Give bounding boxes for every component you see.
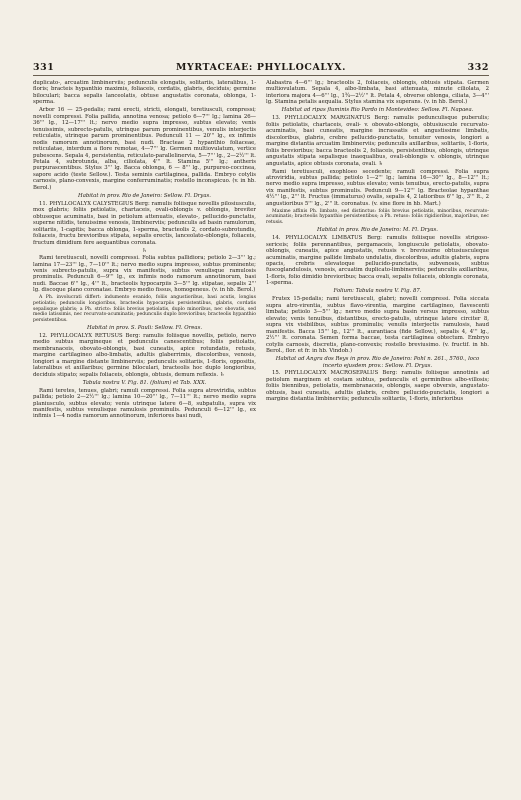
col2-paragraph: Maxime affinis Ph. limbato, sed distinctus: foliis brevius petiolatis, minoribus, recurvato-acuminatis; bracteolis hypanthio persistentibus; a Ph. retuso: foliis rigidioribus, majoribus, nec retusis. <box>266 208 489 226</box>
text-columns <box>33 80 489 760</box>
col2-paragraph: Alabastra 4—6''' lg.; bracteolis 2, foliaceis, oblongis, obtusis stipata. Germen multiovulatum. Sepala 4, albo-limbata, basi attenuata, minute ciliolata, 2 interiora majora 4—6''' lg., 1¾—2½''' lt. Petala 4, obverse oblonga, ciliata, 3—4''' lg. Stamina petalis aequalia. Stylus stamina vix superans. (v. in hb. Berol.) <box>266 80 489 106</box>
col1-paragraph: Rami teretes, tenues, glabri; ramuli compressi. Folia supra atroviridia, subtus pallida; petiolo 2—2½''' lg.; lamina 10—20''' lg., 7—11''' lt.; nervo medio supra planiusculo, subtus elevato; venis utrinque latere 6—8, subpatulis, supra vix manifestis, subtus venulisque ramulosis prominulis. Pedunculi 6—12''' lg., ex infimis 1—4 nodis ramorum annotinorum, inferiores basi nudi, <box>33 387 256 420</box>
col1-paragraph: Tabula nostra V. Fig. 81. (folium) et Tab. XXX. <box>82 379 207 386</box>
col1-paragraph: 12. PHYLLOCALYX RETUSUS Berg: ramulis foliisque novellis, petiolo, nervo medio subtus margineque et pedunculis canescentibus; foliis petiolatis, membranaceis, obovato-oblongis, basi cuneatis, apice rotundatis, retusis, margine cartilagineo albo-limbatis, adultis glaberrimis, discoloribus, venosis, longiori a margine distante limbinerviis; pedunculis solitariis, 1-floris, oppositis, lateralibus et axillaribus; germine biloculari, bracteolis hoc duplo longioribus, deciduis stipato; sepalis foliaceis, oblongis, obtusis, demum reflexis. ♄ <box>33 332 256 378</box>
col2-paragraph: 13. PHYLLOCALYX MARGINATUS Berg: ramulis pedunculisque puberulis; foliis petiolatis, chartaceis, ovali- v. obovato-oblongis, obtusiuscule recurvato-acuminatis, basi cuneatis, margine incrassatis et angustissime limbatis, discoloribus, glabris, crebre pellucido-punctatis, tenuiter venosis, longiori a margine distantia arcuatim limbinerviis; pedunculis axillaribus, solitariis, 1-floris, foliis brevioribus; bacca bracteolis 2, foliaceis, persistentibus, oblongis, utrinque angustatis stipata sepalisque inaequalibus, ovali-oblongis v. oblongis, utrinque angustatis, apice obtusis coronata, ovali. ♄ <box>266 115 489 167</box>
col2-paragraph: Habitat ad Angra dos Reys in prov. Rio de Janeiro: Pohl n. 261., 5760., loco incerto ejusdem prov.: Sellow. Fl. Dryas. <box>275 356 480 369</box>
col1-paragraph: A Ph. involucrati differt: indumento evanido, foliis angustioribus, basi acutis, longius petiolatis; pedunculis longioribus, bracteolis hypocarpiis persistentibus, glabris, cordatis sepalisque glabris; a Ph. stricto: foliis brevius petiolatis, duplo minoribus, nec obovatis, sed medio latissimis, nec recurvato-acuminatis; pedunculis duplo brevioribus; bracteolis hypanthio persistentibus. <box>33 295 256 323</box>
page-number-right: 332 <box>467 62 489 73</box>
page-number-left: 331 <box>33 62 55 73</box>
col2-paragraph: 14. PHYLLOCALYX LIMBATUS Berg: ramulis foliisque novellis strigoso-sericeis; foliis perennantibus, pergamaceis, longiuscule petiolatis, obovato-oblongis, cuneatis, apice angustatis, retusis v. breviusime obtusiusculeque acuminatis, margine pallide limbato undulatis, discoloribus, adultis glabris, supra opacis, crebris elevatoque pellucido-punctatis, subvenosis, subtus fuscoglandulosis, venosis, arcuatim duplicato-limbinerviis; pedunculis axillaribus, 1-floris, folio dimidio brevioribus; bacca ovali, sepalis foliaceis, oblongis coronata, 1-sperma. <box>266 235 489 287</box>
left-column <box>33 80 256 760</box>
col1-paragraph: ♄ <box>142 247 147 254</box>
col2-paragraph: Frutex 15-pedalis; rami teretiusculi, glabri; novelli compressi. Folia siccata supra atro-virentia, subtus flavo-virentia, margine cartilagineo, flavescenti limbata; petiolo 3—5''' lg.; nervo medio supra basin versus impresso, subtus elevato; venis tenuibus, distantibus, erecto-patulis, utrinque latere circiter 8, supra vix visibilibus, subtus prominulis; venulis interjectis ramulosis, haud manifestis. Bacca 15''' lg., 12''' lt., aurantiaca (fide Sellow.), sepalis 4, 4''' lg., 2½''' lt. coronata. Semen forma baccae, testa cartilaginea obtectum. Embryo cotylis carnosis, discretis, plano-convexis; rostello breviusimo. (v. fructif. in hb. Berol., flor. et fr. in hb. Vindob.) <box>266 296 489 355</box>
right-column <box>266 80 489 760</box>
col1-paragraph: Habitat in prov. S. Pauli: Sellow. Fl. Oreas. <box>86 324 203 331</box>
col1-paragraph: Arbor 16 — 25-pedalis; rami erecti, stricti, elongati, teretiusculi, compressi; novelli compressi. Folia pallida, annotina venosa; petiolo 6—7''' lg.; lamina 26—36''' lg., 12—17''' lt.; nervo medio supra impresso, subtus elevato; venis tenuissimis, subrecto-patulis, utrinque parum prominentibus, venulis interjectis reticulatis, utrinque parum prominentibus. Pedunculi 11 — 20''' lg., ex infimis nodis ramorum annotinorum, basi nudi. Bracteae 2 hypanthio foliaceae, reticulatae, interdum a flore remotae, 4—7''' lg. Germen multiovulatum, vertice pubescens. Sepala 4, persistentia, reticulato-parallelinervia, 5—7''' lg., 2—2½''' lt. Petala 4, subrotunda, alba, ciliolata, 4''' lt. Stamina 5''' lg.; antheris purpurascentibus. Stylus 3''' lg. Bacca oblonga, 6 — 8''' lg., purpureo-coccinea, sapore acido (teste Sellow.). Testa seminis cartilaginea, pallida. Embryo cotylis carnosis, plano-convexis, margine conferruminatis; rostello inconspicuo. (v. in hb. Berol.) <box>33 107 256 191</box>
col2-paragraph: Habitat ad ripas fluminis Rio Pardo in Montevideo: Sellow. Fl. Napaea. <box>281 107 474 114</box>
col1-paragraph: 11. PHYLLOCALYX CALYSTEGIUS Berg: ramulis foliisque novellis pilosiusculis, mox glabris; foliis petiolatis, chartaceis, ovali-oblongis v. oblongis, breviter obtuseque acuminatis, basi in petiolum attenuatis, elevato-, pellucido-punctatis, superne nitidis, tenuissime venosis, limbinerviis; pedunculis ad basin ramulorum, solitariis, 1-capitis; bacca oblonga, 1-sperma, bracteolis 2, cordato-subrotundis, foliaceis, fructu brevioribus stipata, sepalis erectis, lanceolato-oblongis, foliaceis, fructum dimidium fere aequantibus coronata. <box>33 200 256 246</box>
col1-paragraph: duplicato-, arcuatim limbinerviis; pedunculis elongatis, solitariis, lateralibus, 1-floris; bracteis hypanthio maximis, foliaceis, cordatis, glabris, deciduis; germine biloculari; bacca sepalis lanceolatis, obtuse angustatis coronata, oblonga, 1-sperma. <box>33 80 256 106</box>
running-title: MYRTACEAE: PHYLLOCALYX. <box>176 62 346 73</box>
col2-paragraph: Rami teretiusculi, exophloeo secedente; ramuli compressi. Folia supra atroviridia, subtus pallida; petiolo 1—2''' lg.; lamina 16—30''' lg., 8—12''' lt.; nervo medio supra impresso, subtus elevato; venis tenuibus, erecto-patulis, supra vix manifestis, subtus prominulis. Pedunculi 9—12''' lg. Bracteolae hypanthae 4½''' lg., 2''' lt. Fructus (immaturus) ovalis, sepalis 4, 2 latioribus 6''' lg., 3''' lt., 2 angustioribus 5''' lg., 2''' lt. coronatus. (v. sine flore in hb. Mart.) <box>266 168 489 207</box>
page-header <box>33 62 489 76</box>
col2-paragraph: 15. PHYLLOCALYX MACROSEPALUS Berg: ramulis foliisque annotinis ad petiolum marginem et costam subtus, pedunculis et germinibus albo-villosis; foliis biennibus, petiolatis, membranaceis, oblongis, saepe obversis, angustato-obtusis, basi cuneatis, adultis glabris, crebre pellucido-punctatis, longiori a margine distantia limbinerviis; pedunculis solitariis, 1-floris, inferioribus <box>266 370 489 403</box>
col1-paragraph: Rami teretiusculi, novelli compressi. Folia subtus pallidiora; petiolo 2—3''' lg.; lamina 17—23''' lg., 7—10''' lt.; nervo medio supra impresso, subtus prominente; venis subrecto-patulis, supra vix manifestis, subtus venulisque ramulosis prominulis. Pedunculi 6—9''' lg., ex infimis nodo ramorum annotinorum, basi nudi. Baccae 6''' lg., 4''' lt., bracteolis hypocarpiis 3—5''' lg. stipatae, sepalis 2''' lg. discoque plano coronatae. Embryo medio fissus, homogeneus. (v. in hb. Berol.) <box>33 255 256 294</box>
col1-paragraph: Habitat in prov. Rio de Janeiro: Sellow. Fl. Dryas. <box>78 192 211 199</box>
col2-paragraph: Folium: Tabula nostra V. Fig. 87. <box>333 288 422 295</box>
col2-paragraph: Habitat in prov. Rio de Janeiro: M. Fl. Dryas. <box>317 227 438 234</box>
